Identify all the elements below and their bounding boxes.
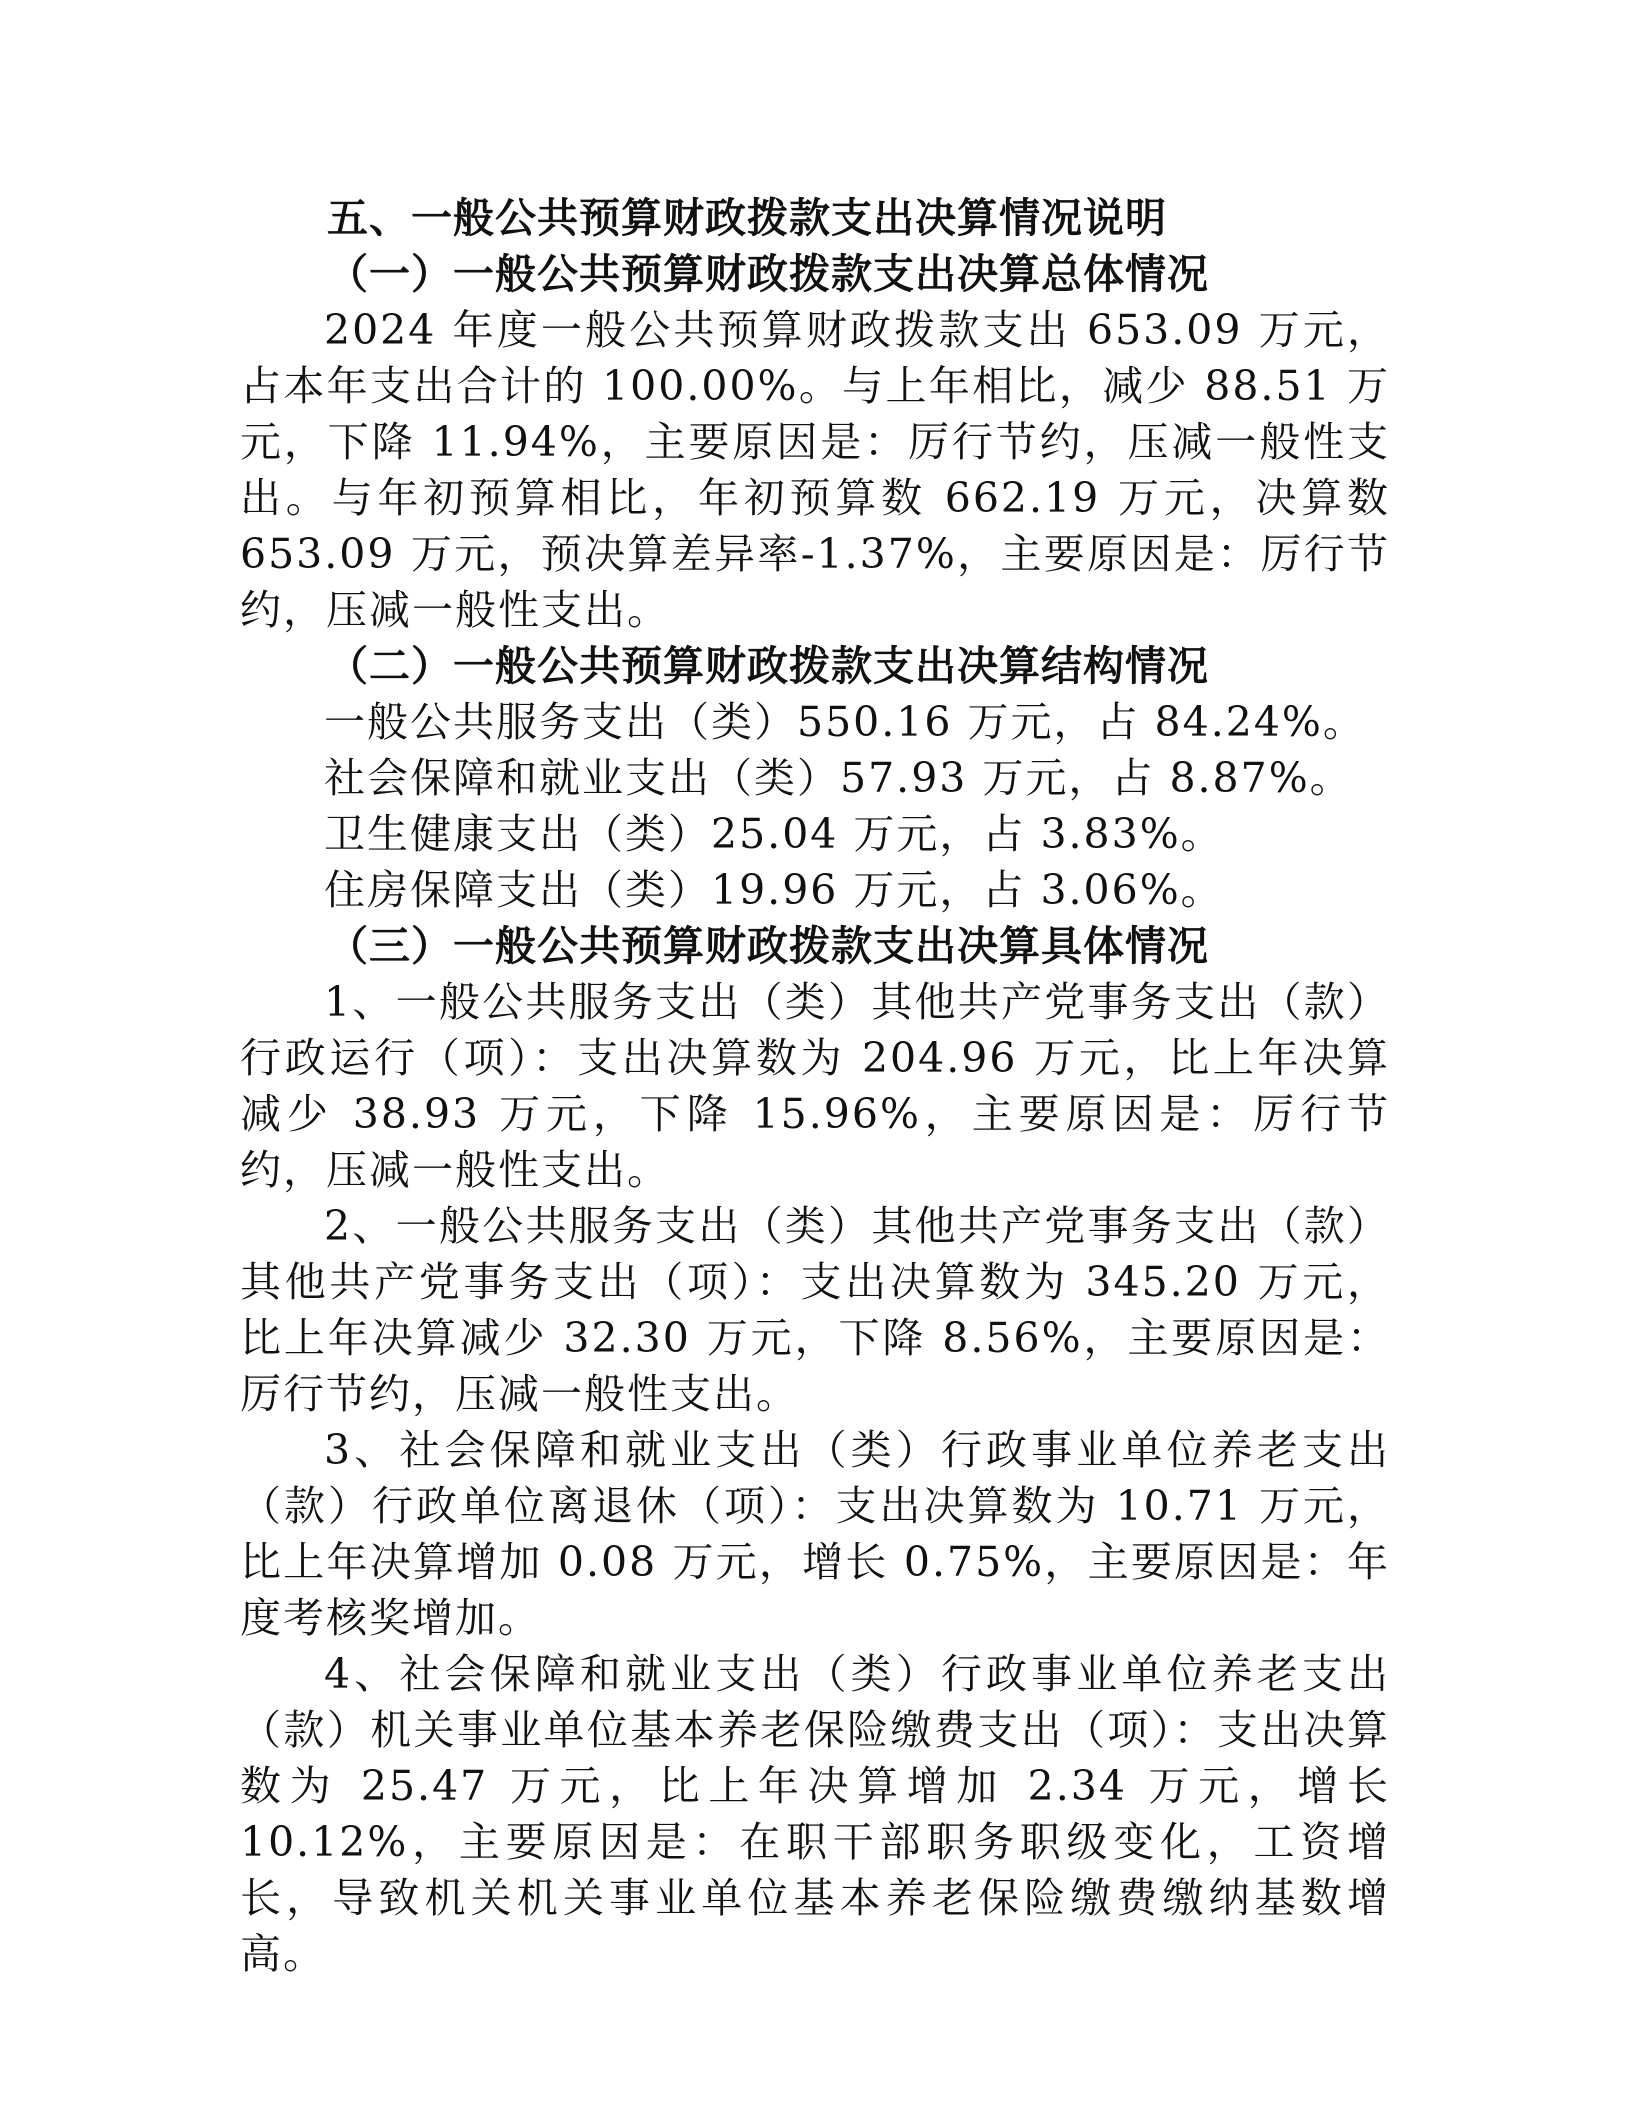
structure-item-health: 卫生健康支出（类）25.04 万元，占 3.83%。 bbox=[324, 810, 1224, 858]
detail-paragraph-1: 1、一般公共服务支出（类）其他共产党事务支出（款）行政运行（项）：支出决算数为 204.96 万元，比上年决算减少 38.93 万元，下降 15.96%，主要原因是：厉行节约，压减一般性支出。 bbox=[240, 978, 1390, 1194]
detail-paragraph-2: 2、一般公共服务支出（类）其他共产党事务支出（款）其他共产党事务支出（项）：支出决算数为 345.20 万元，比上年决算减少 32.30 万元，下降 8.56%，主要原因是：厉行节约，压减一般性支出。 bbox=[240, 1202, 1390, 1418]
detail-paragraph-4: 4、社会保障和就业支出（类）行政事业单位养老支出（款）机关事业单位基本养老保险缴费支出（项）：支出决算数为 25.47 万元，比上年决算增加 2.34 万元，增长 10.12%，主要原因是：在职干部职务职级变化，工资增长，导致机关机关事业单位基本养老保险缴费缴纳基数增高。 bbox=[240, 1650, 1390, 1978]
document-body bbox=[240, 190, 1390, 1982]
part3-heading: （三）一般公共预算财政拨款支出决算具体情况 bbox=[327, 922, 1209, 970]
section-title: 五、一般公共预算财政拨款支出决算情况说明 bbox=[327, 194, 1167, 242]
detail-paragraph-3: 3、社会保障和就业支出（类）行政事业单位养老支出（款）行政单位离退休（项）：支出决算数为 10.71 万元，比上年决算增加 0.08 万元，增长 0.75%，主要原因是：年度考核奖增加。 bbox=[240, 1426, 1390, 1642]
part2-heading: （二）一般公共预算财政拨款支出决算结构情况 bbox=[327, 642, 1209, 690]
structure-item-social-security: 社会保障和就业支出（类）57.93 万元，占 8.87%。 bbox=[324, 754, 1353, 802]
structure-item-general-public-services: 一般公共服务支出（类）550.16 万元，占 84.24%。 bbox=[324, 698, 1366, 746]
part1-paragraph: 2024 年度一般公共预算财政拨款支出 653.09 万元，占本年支出合计的 100.00%。与上年相比，减少 88.51 万元，下降 11.94%，主要原因是：厉行节约，压减一般性支出。与年初预算相比，年初预算数 662.19 万元，决算数 653.09 万元，预决算差异率-1.37%，主要原因是：厉行节约，压减一般性支出。 bbox=[240, 306, 1390, 634]
part1-heading: （一）一般公共预算财政拨款支出决算总体情况 bbox=[327, 250, 1209, 298]
structure-item-housing: 住房保障支出（类）19.96 万元，占 3.06%。 bbox=[324, 866, 1224, 914]
